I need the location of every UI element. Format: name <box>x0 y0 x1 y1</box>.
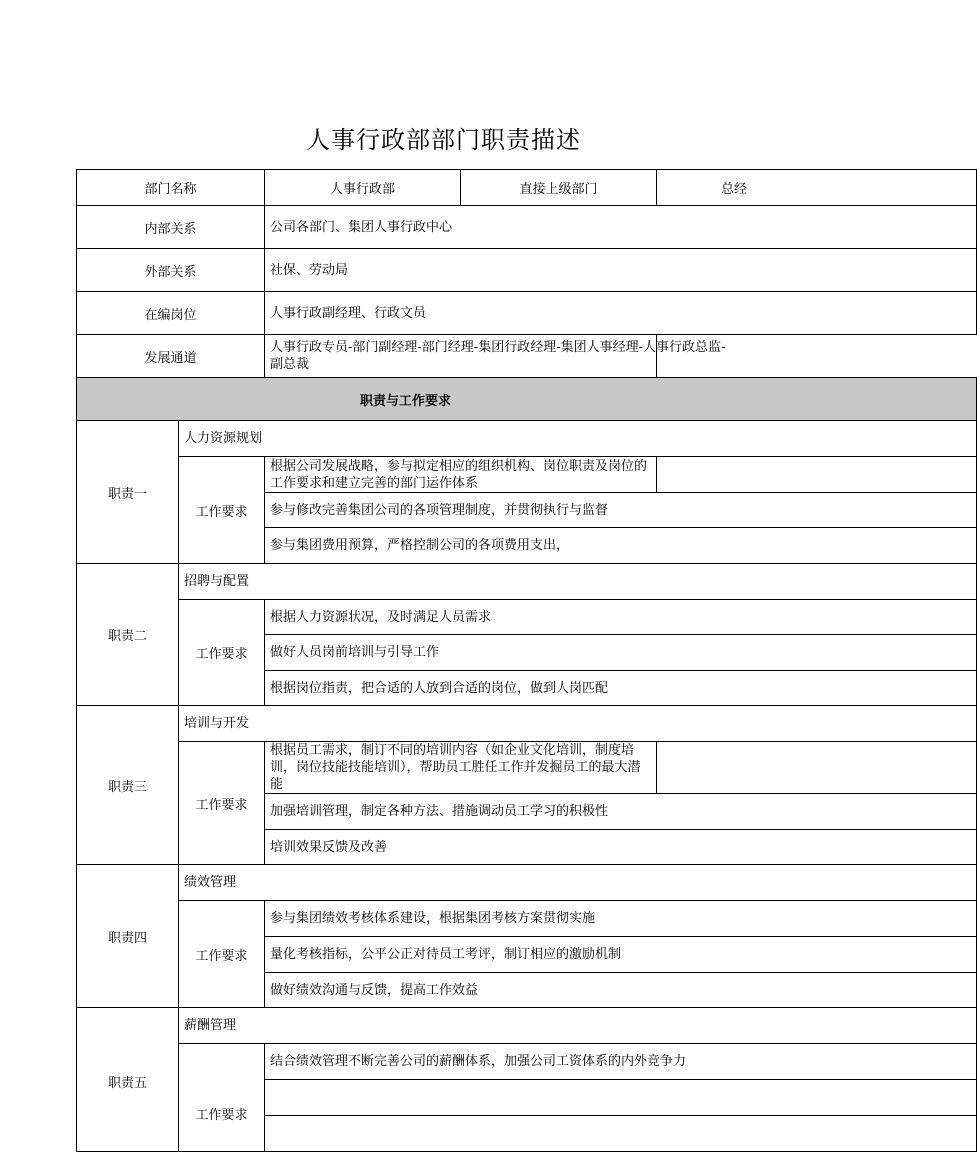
requirement-label: 工作要求 <box>179 1044 265 1152</box>
requirement-row <box>77 1044 977 1080</box>
duty-name: 绩效管理 <box>179 865 977 901</box>
requirement-label: 工作要求 <box>179 901 265 1008</box>
requirement-text: 根据岗位指责，把合适的人放到合适的岗位，做到人岗匹配 <box>265 671 977 706</box>
requirement-row <box>77 600 977 635</box>
requirement-text: 培训效果反馈及改善 <box>265 830 977 865</box>
internal-relations-label: 内部关系 <box>77 206 265 249</box>
positions-label: 在编岗位 <box>77 292 265 335</box>
duty-name: 招聘与配置 <box>179 564 977 600</box>
requirement-label: 工作要求 <box>179 600 265 706</box>
requirement-row <box>77 901 977 937</box>
requirement-text <box>265 1080 977 1116</box>
duty-label: 职责三 <box>77 706 179 865</box>
requirement-label: 工作要求 <box>179 742 265 865</box>
section-header: 职责与工作要求 <box>77 378 977 421</box>
duty-table <box>76 169 977 1152</box>
duty-label: 职责四 <box>77 865 179 1008</box>
requirement-text: 参与集团绩效考核体系建设，根据集团考核方案贯彻实施 <box>265 901 977 937</box>
requirement-text: 量化考核指标，公平公正对待员工考评，制订相应的激励机制 <box>265 937 977 973</box>
dept-name-value: 人事行政部 <box>265 170 461 206</box>
requirement-text: 根据人力资源状况，及时满足人员需求 <box>265 600 977 635</box>
requirement-row <box>77 457 977 493</box>
duty-name-row <box>77 865 977 901</box>
section-header-row <box>77 378 977 421</box>
duty-name-row <box>77 564 977 600</box>
requirement-text <box>265 1116 977 1152</box>
requirement-text: 参与修改完善集团公司的各项管理制度，并贯彻执行与监督 <box>265 493 977 528</box>
external-relations-value: 社保、劳动局 <box>265 249 977 292</box>
duty-name-row <box>77 706 977 742</box>
duty-label: 职责五 <box>77 1008 179 1152</box>
requirement-text: 做好绩效沟通与反馈，提高工作效益 <box>265 973 977 1008</box>
requirement-label: 工作要求 <box>179 457 265 564</box>
dept-name-label: 部门名称 <box>77 170 265 206</box>
requirement-text: 参与集团费用预算，严格控制公司的各项费用支出， <box>265 528 977 564</box>
superior-dept-value: 总经 <box>657 170 977 206</box>
requirement-text: 加强培训管理，制定各种方法、措施调动员工学习的积极性 <box>265 794 977 830</box>
external-relations-row <box>77 249 977 292</box>
duty-name: 人力资源规划 <box>179 421 977 457</box>
duty-name-row <box>77 421 977 457</box>
dept-name-row <box>77 170 977 206</box>
duty-name: 培训与开发 <box>179 706 977 742</box>
positions-value: 人事行政副经理、行政文员 <box>265 292 977 335</box>
positions-row <box>77 292 977 335</box>
duty-name-row <box>77 1008 977 1044</box>
requirement-row <box>77 742 977 794</box>
requirement-text: 根据员工需求，制订不同的培训内容（如企业文化培训，制度培训，岗位技能技能培训），帮助员工胜任工作并发掘员工的最大潜能 <box>265 742 657 794</box>
internal-relations-value: 公司各部门、集团人事行政中心 <box>265 206 977 249</box>
requirement-text: 根据公司发展战略，参与拟定相应的组织机构、岗位职责及岗位的工作要求和建立完善的部门运作体系 <box>265 457 657 493</box>
duty-label: 职责二 <box>77 564 179 706</box>
duty-name: 薪酬管理 <box>179 1008 977 1044</box>
page-title: 人事行政部部门职责描述 <box>306 126 581 154</box>
internal-relations-row <box>77 206 977 249</box>
superior-dept-label: 直接上级部门 <box>461 170 657 206</box>
external-relations-label: 外部关系 <box>77 249 265 292</box>
duty-table-viewport <box>76 169 748 1123</box>
career-path-label: 发展通道 <box>77 335 265 378</box>
requirement-text: 做好人员岗前培训与引导工作 <box>265 635 977 671</box>
duty-label: 职责一 <box>77 421 179 564</box>
requirement-text: 结合绩效管理不断完善公司的薪酬体系，加强公司工资体系的内外竞争力 <box>265 1044 977 1080</box>
career-path-value: 人事行政专员-部门副经理-部门经理-集团行政经理-集团人事经理-人事行政总监-副总裁 <box>265 335 657 378</box>
career-path-row <box>77 335 977 378</box>
